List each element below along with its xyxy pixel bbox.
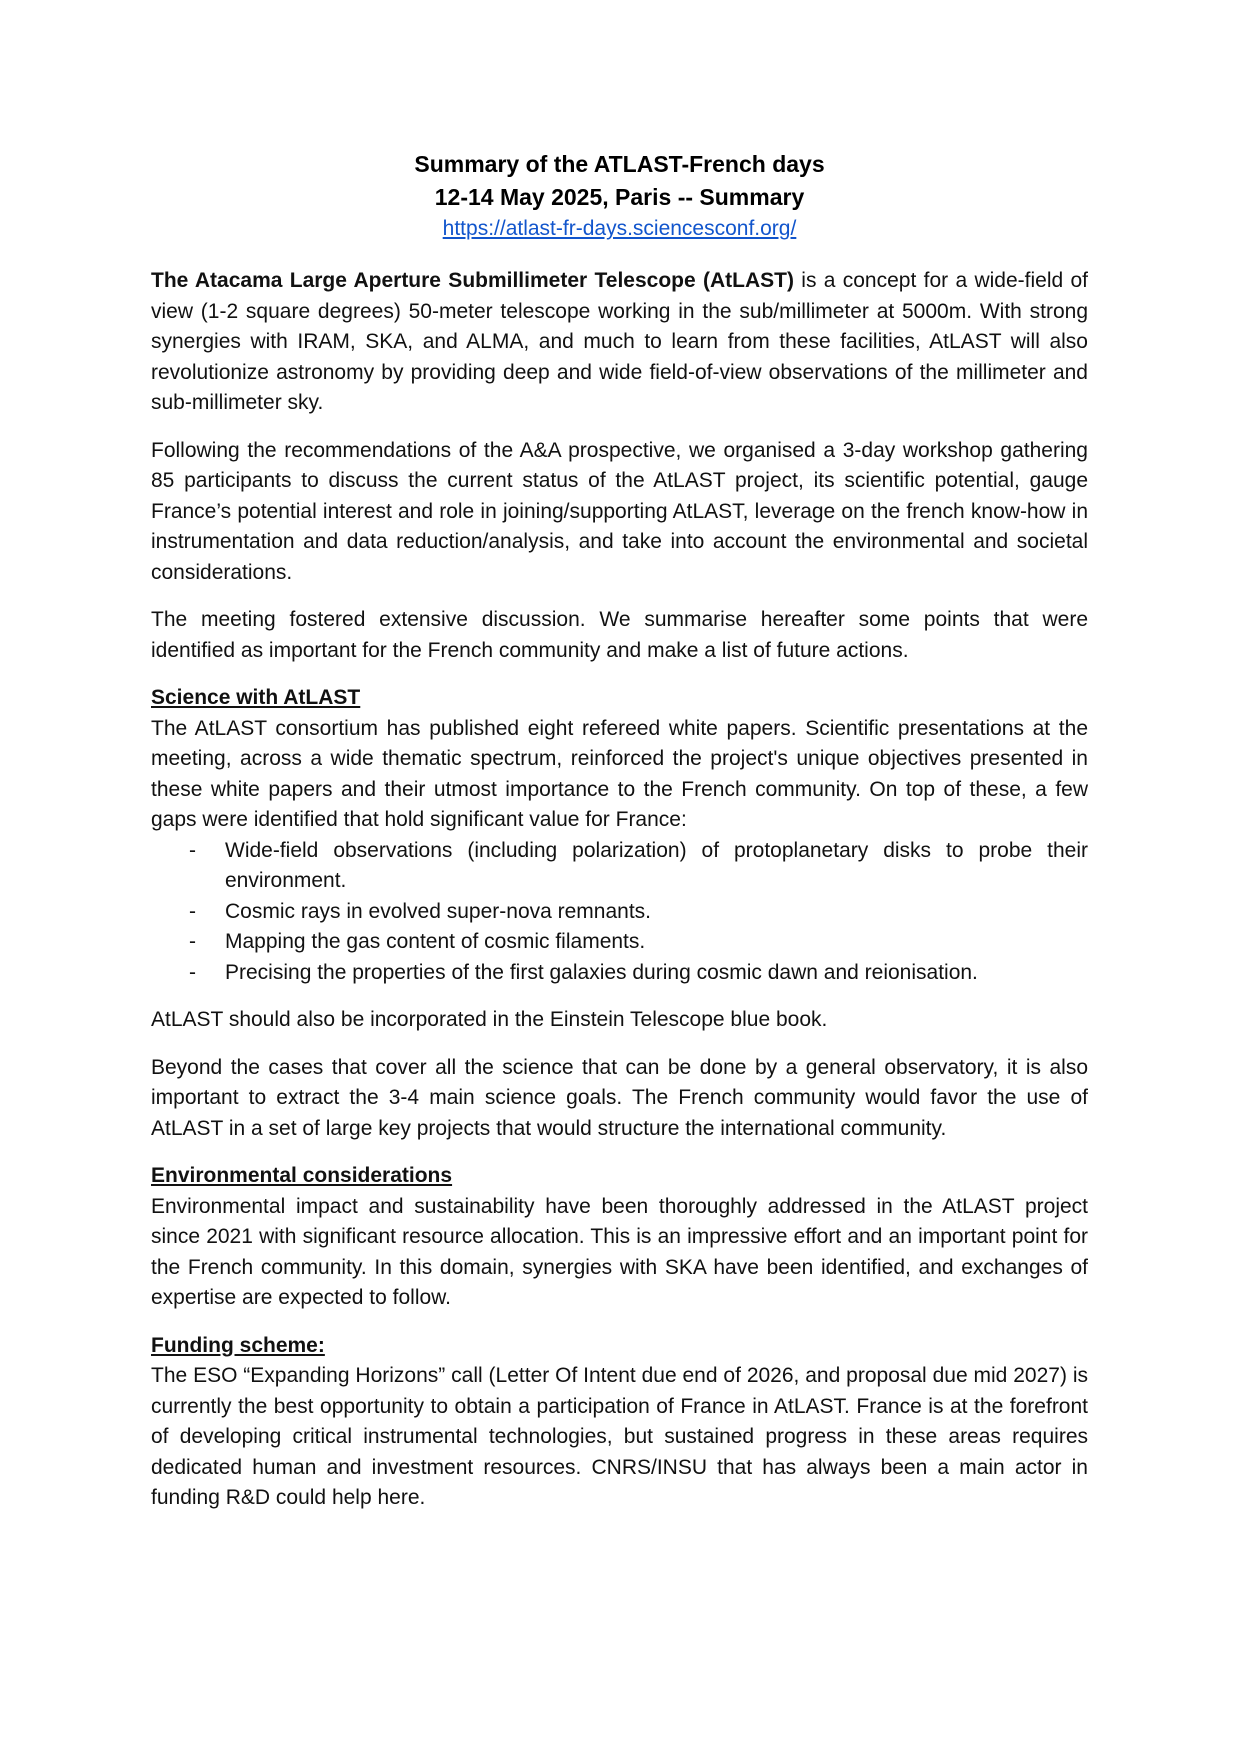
environment-section — [151, 1161, 1088, 1314]
beyond-paragraph: Beyond the cases that cover all the science that can be done by a general observatory, it is also important to extract the 3-4 main science goals. The French community would favor the use of AtLAST in a set of large key projects that would structure the international community. — [151, 1055, 1088, 1140]
dash-marker: - — [189, 838, 196, 862]
funding-paragraph: The ESO “Expanding Horizons” call (Letter Of Intent due end of 2026, and proposal due mid 2027) is currently the best opportunity to obtain a participation of France in AtLAST. France is at the forefront of developing critical instrumental technologies, but sustained progress in these areas requires dedicated human and investment resources. CNRS/INSU that has always been a main actor in funding R&D could help here. — [151, 1364, 1088, 1509]
list-item — [151, 836, 1088, 897]
list-item — [151, 927, 1088, 958]
document-title: Summary of the ATLAST-French days — [414, 151, 825, 177]
intro-bold-lead: The Atacama Large Aperture Submillimeter Telescope (AtLAST) — [151, 269, 794, 292]
dash-marker: - — [189, 960, 196, 984]
science-gap-list — [151, 836, 1088, 989]
document-subtitle-date: 12-14 May 2025, Paris -- Summary — [434, 184, 805, 210]
list-item-text: Cosmic rays in evolved super-nova remnants. — [225, 899, 652, 923]
title-block — [151, 148, 1088, 244]
intro-paragraph — [151, 266, 1088, 419]
environment-heading: Environmental considerations — [151, 1164, 453, 1187]
dash-marker: - — [189, 930, 196, 953]
document-page — [151, 148, 1088, 1531]
einstein-paragraph: AtLAST should also be incorporated in the Einstein Telescope blue book. — [151, 1008, 828, 1031]
list-item-text: Mapping the gas content of cosmic filaments. — [225, 930, 646, 953]
environment-paragraph: Environmental impact and sustainability have been thoroughly addressed in the AtLAST project since 2021 with significant resource allocation. This is an impressive effort and an important point for the French community. In this domain, synergies with SKA have been identified, and exchanges of expertise are expected to follow. — [151, 1194, 1088, 1309]
funding-heading: Funding scheme: — [151, 1333, 325, 1357]
discussion-paragraph: The meeting fostered extensive discussion. We summarise hereafter some points that were identified as important for the French community and make a list of future actions. — [151, 608, 1088, 662]
list-item — [151, 958, 1088, 989]
intro-text: is a concept for a wide-field of view (1-2 square degrees) 50-meter telescope working in the sub/millimeter at 5000m. With strong synergies with IRAM, SKA, and ALMA, and much to learn from these facilities, AtLAST will also revolutionize astronomy by providing deep and wide field-of-view observations of the millimeter and sub-millimeter sky. — [151, 269, 1088, 414]
workshop-paragraph: Following the recommendations of the A&A prospective, we organised a 3-day workshop gathering 85 participants to discuss the current status of the AtLAST project, its scientific potential, gauge France’s potential interest and role in joining/supporting AtLAST, leverage on the french know-how in instrumentation and data reduction/analysis, and take into account the environmental and societal considerations. — [151, 438, 1088, 584]
list-item-text: Wide-field observations (including polarization) of protoplanetary disks to probe their environment. — [225, 838, 1088, 892]
funding-section — [151, 1331, 1088, 1514]
list-item-text: Precising the properties of the first galaxies during cosmic dawn and reionisation. — [225, 960, 978, 984]
list-item — [151, 897, 1088, 928]
science-section — [151, 683, 1088, 1144]
workshop-website-link[interactable]: https://atlast-fr-days.sciencesconf.org/ — [442, 217, 797, 240]
science-heading: Science with AtLAST — [151, 686, 361, 709]
dash-marker: - — [189, 899, 196, 923]
science-paragraph: The AtLAST consortium has published eight refereed white papers. Scientific presentations at the meeting, across a wide thematic spectrum, reinforced the project's unique objectives presented in these white papers and their utmost importance to the French community. On top of these, a few gaps were identified that hold significant value for France: — [151, 716, 1088, 831]
